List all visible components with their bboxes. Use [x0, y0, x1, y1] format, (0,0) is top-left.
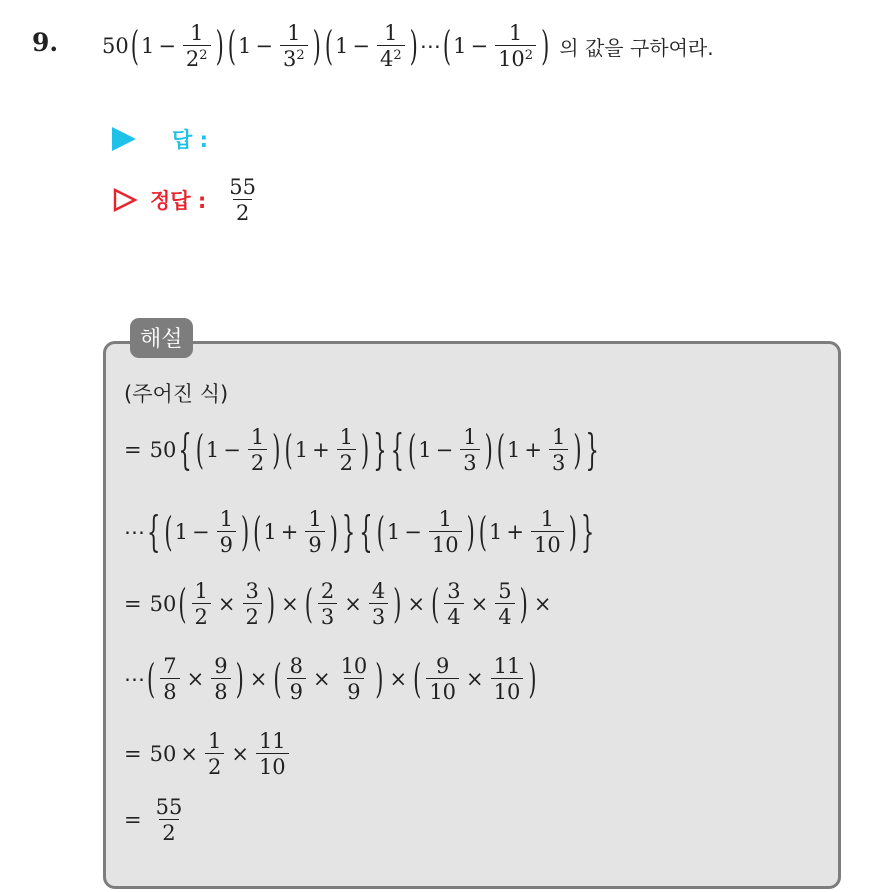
one: 1: [237, 34, 252, 59]
minus: −: [158, 34, 176, 59]
correct-answer-label: 정답 :: [150, 189, 207, 214]
correct-answer-row: [112, 176, 262, 224]
one: 1: [335, 34, 349, 59]
fraction: $\frac{1}{10^2}$: [495, 22, 536, 70]
solution-line-2: = 50 { ( 1 − $\frac{1}{2}$ ) ( 1 + $\frac{1}{2}$ ) } { ( 1 − $\frac{1}{3}$ ) ( 1 + $\frac{1}{3}$ ) }: [124, 425, 599, 476]
answer-row: [112, 124, 208, 154]
minus: −: [255, 34, 273, 59]
correct-answer-value: $\frac{55}{2}$: [229, 175, 257, 226]
one: 1: [453, 34, 467, 59]
solution-line-4: = 50 ( $\frac{1}{2}$ × $\frac{3}{2}$ ) × ( $\frac{2}{3}$ × $\frac{4}{3}$ ) × ( $\frac{3}{4}$ × $\frac{5}{4}$ ) ×: [124, 579, 552, 630]
solution-line-6: = 50 × $\frac{1}{2}$ × $\frac{11}{10}$: [124, 730, 292, 778]
answer-label: 답 :: [172, 128, 208, 152]
question-text: 의 값을 구하여라.: [559, 35, 714, 60]
final-result: $\frac{55}{2}$: [155, 795, 183, 846]
coefficient: 50: [102, 34, 129, 59]
question-expression: 50 ( 1 − $\frac{1}{2^2}$ ) ( 1 − $\frac{1}{3^2}$ ) ( 1 − $\frac{1}{4^2}$ ) ⋯ ( 1 − $\frac{1}{10^2}$ ) 의 값을 구하여라.: [102, 21, 714, 72]
ellipsis: ⋯: [419, 34, 441, 59]
fraction: $\frac{1}{4^2}$: [377, 22, 405, 70]
solution-line-5: ⋯ ( $\frac{7}{8}$ × $\frac{9}{8}$ ) × ( $\frac{8}{9}$ × $\frac{10}{9}$ ) × ( $\frac{9}{10}$ × $\frac{11}{10}$ ): [124, 654, 537, 705]
solution-line-7: = $\frac{55}{2}$: [124, 796, 188, 844]
fraction: $\frac{1}{2^2}$: [183, 22, 211, 70]
minus: −: [470, 34, 489, 59]
minus: −: [352, 34, 371, 59]
outline-arrow-icon: [112, 187, 138, 213]
fraction: $\frac{1}{3^2}$: [280, 22, 308, 70]
given-expression-label: (주어진 식): [124, 382, 229, 406]
solution-line-1: [124, 378, 228, 408]
play-arrow-icon: [112, 127, 136, 151]
solution-tag: 해설: [130, 318, 193, 358]
solution-line-3: ⋯ { ( 1 − $\frac{1}{9}$ ) ( 1 + $\frac{1}{9}$ ) } { ( 1 − $\frac{1}{10}$ ) ( 1 + $\frac{1}{10}$ ) }: [124, 507, 595, 558]
question-number: 9.: [32, 28, 59, 57]
one: 1: [140, 34, 155, 59]
